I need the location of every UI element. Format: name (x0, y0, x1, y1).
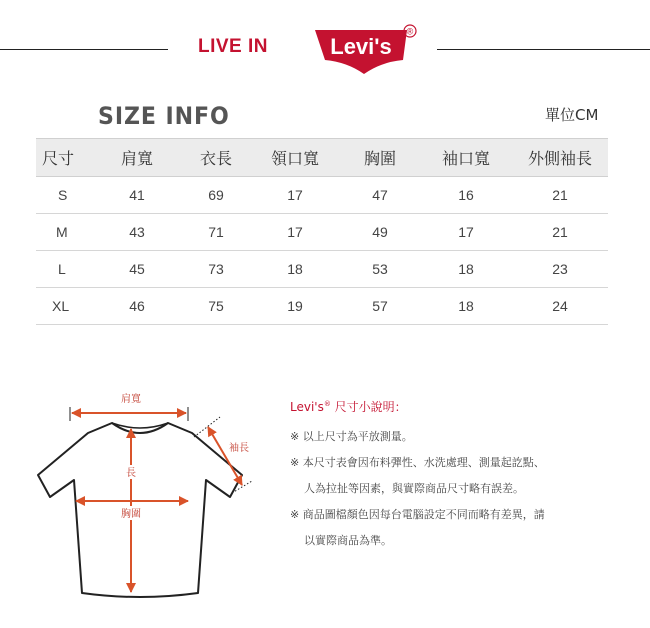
table-cell: 21 (512, 214, 608, 251)
table-cell: 18 (420, 288, 512, 325)
note-line: 以實際商品為準。 (304, 534, 392, 547)
table-cell: 16 (420, 177, 512, 214)
table-cell: 69 (182, 177, 250, 214)
table-cell: S (36, 177, 92, 214)
table-row (36, 214, 608, 251)
header-left-rule (0, 49, 168, 50)
table-cell: 17 (250, 214, 340, 251)
tshirt-measurement-diagram (20, 385, 260, 615)
unit-label: 單位CM (545, 106, 599, 124)
size-table (36, 138, 608, 325)
table-cell: 57 (340, 288, 420, 325)
logo-text: Levi's (330, 34, 392, 59)
header-right-rule (437, 49, 650, 50)
length-label: 長 (126, 468, 136, 479)
size-notes (290, 398, 630, 554)
table-cell: 47 (340, 177, 420, 214)
table-row (36, 251, 608, 288)
notes-title-brand: Levi's (290, 400, 324, 414)
table-cell: 73 (182, 251, 250, 288)
table-cell: 24 (512, 288, 608, 325)
table-cell: 17 (420, 214, 512, 251)
table-cell: 75 (182, 288, 250, 325)
table-row (36, 288, 608, 325)
table-cell: 17 (250, 177, 340, 214)
chest-label: 胸圍 (121, 509, 141, 520)
registered-mark: ® (406, 26, 414, 37)
table-header-row (36, 139, 608, 177)
table-cell: 21 (512, 177, 608, 214)
shoulder-label: 肩寬 (121, 394, 141, 405)
table-cell: 18 (420, 251, 512, 288)
notes-title-text: 尺寸小說明： (330, 400, 407, 414)
table-cell: 49 (340, 214, 420, 251)
table-cell: 53 (340, 251, 420, 288)
table-cell: 18 (250, 251, 340, 288)
note-line: 人為拉扯等因素，與實際商品尺寸略有誤差。 (304, 482, 524, 495)
col-header-shoulder: 肩寬 (92, 139, 182, 177)
sleeve-label: 袖長 (229, 443, 249, 454)
brand-tagline: LIVE IN (198, 36, 269, 57)
col-header-chest: 胸圍 (340, 139, 420, 177)
sleeve-arrow (208, 427, 242, 485)
sleeve-guide-top (194, 417, 220, 437)
table-cell: 41 (92, 177, 182, 214)
col-header-sleeve: 外側袖長 (512, 139, 608, 177)
notes-title-registered: ® (323, 400, 331, 408)
table-cell: 43 (92, 214, 182, 251)
table-row (36, 177, 608, 214)
table-cell: 19 (250, 288, 340, 325)
table-cell: 45 (92, 251, 182, 288)
note-line: ※ 以上尺寸為平放測量。 (290, 430, 413, 443)
col-header-size: 尺寸 (36, 139, 92, 177)
col-header-cuff: 袖口寬 (420, 139, 512, 177)
notes-title (290, 398, 630, 415)
note-line: ※ 商品圖檔顏色因每台電腦設定不同而略有差異，請 (290, 508, 545, 521)
size-info-title: SIZE INFO (98, 102, 230, 130)
levis-logo (311, 24, 417, 76)
table-cell: M (36, 214, 92, 251)
col-header-neck: 領口寬 (250, 139, 340, 177)
table-cell: 71 (182, 214, 250, 251)
table-cell: 46 (92, 288, 182, 325)
note-line: ※ 本尺寸表會因布料彈性、水洗處理、測量起訖點、 (290, 456, 545, 469)
col-header-length: 衣長 (182, 139, 250, 177)
table-cell: L (36, 251, 92, 288)
table-cell: XL (36, 288, 92, 325)
table-cell: 23 (512, 251, 608, 288)
